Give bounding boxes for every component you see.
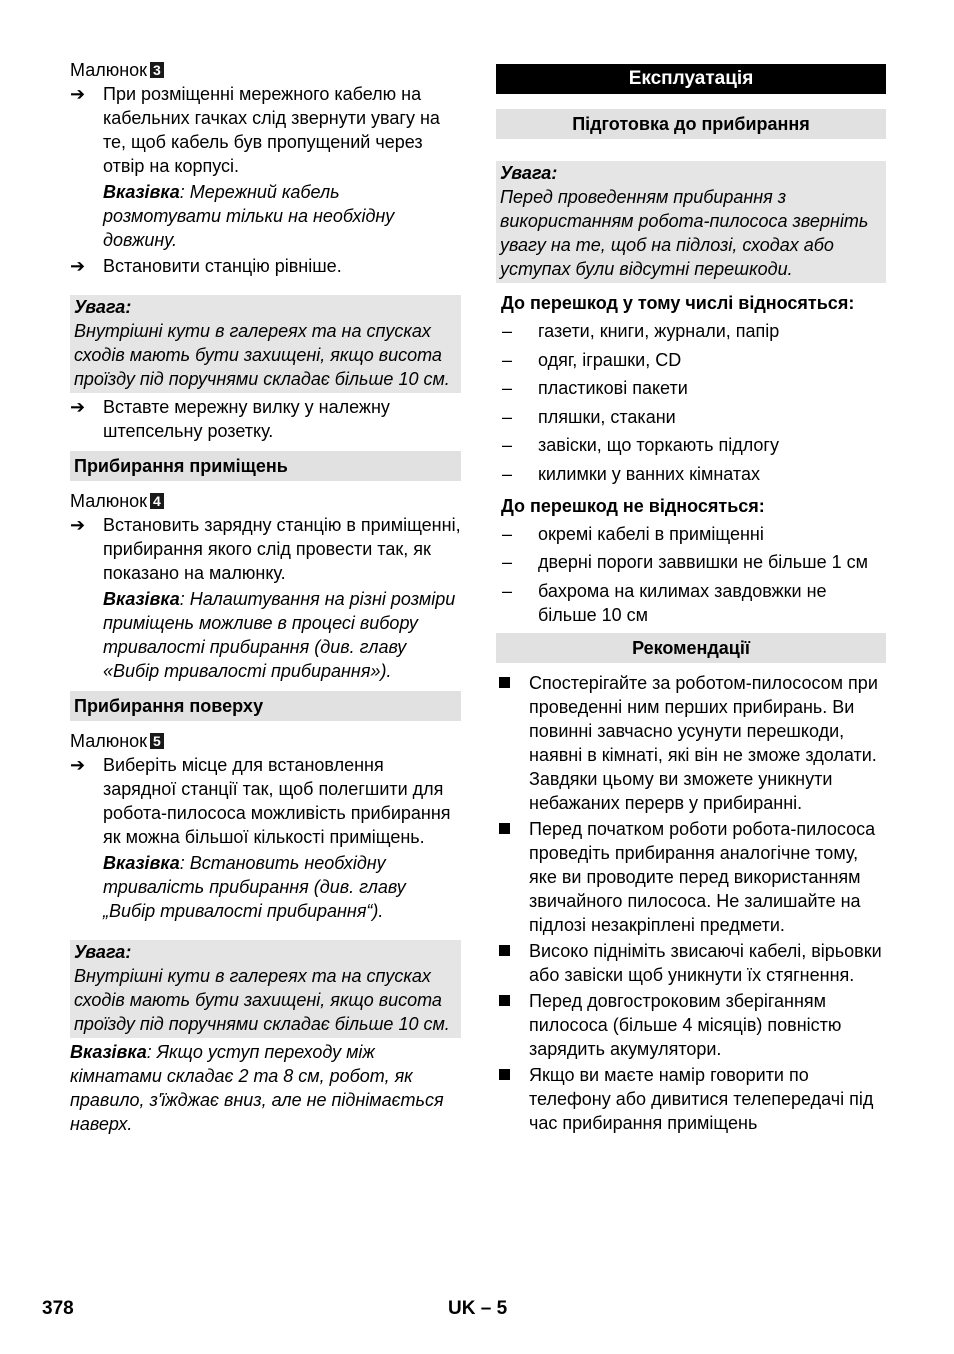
note: Вказівка: Встановить необхідну тривалість прибирання (див. главу „Вибір тривалості прибирання“). — [103, 853, 406, 921]
arrow-right-icon: ➔ — [70, 397, 86, 417]
note: Вказівка: Налаштування на різні розміри приміщень можливе в процесі вибору тривалості прибирання (див. главу «Вибір тривалості прибирання»). — [103, 589, 456, 681]
list-item-text: килимки у ванних кімнатах — [538, 463, 760, 484]
note: Вказівка: Мережний кабель розмотувати тільки на необхідну довжину. — [103, 182, 395, 250]
dash-bullet: – — [502, 523, 513, 544]
section-heading: Рекомендації — [496, 633, 886, 663]
square-bullet-shape — [499, 995, 510, 1006]
list-heading: До перешкод не відносяться: — [501, 495, 765, 516]
left-column — [70, 58, 461, 1136]
list-item — [496, 550, 886, 574]
dash-bullet: – — [502, 580, 513, 601]
square-bullet-icon — [496, 989, 529, 1061]
section-heading: Прибирання приміщень — [70, 451, 461, 481]
list-item-text: бахрома на килимах завдовжки не більше 10 см — [538, 580, 827, 625]
section-heading: Підготовка до прибирання — [496, 109, 886, 139]
list-item — [496, 405, 886, 429]
instruction-step: ➔ Встановить зарядну станцію в приміщенні, прибирання якого слід провести так, як показано на малюнку. — [70, 515, 461, 583]
list-item — [496, 817, 886, 937]
list-item — [496, 989, 886, 1061]
warning-box: Увага: Внутрішні кути в галереях та на спусках сходів мають бути захищені, якщо висота проїзду під поручнями складає більше 10 см. — [70, 940, 461, 1038]
list-item-text: Перед початком роботи робота-пилососа проведіть прибирання аналогічне тому, яке ви проводите перед використанням звичайного пилососа. Не залишайте на підлозі незакріплені предмети. — [529, 818, 876, 935]
dash-bullet: – — [502, 435, 513, 455]
figure-number-4: 4 — [150, 493, 164, 509]
dash-bullet: – — [502, 463, 513, 484]
square-bullet-icon — [496, 817, 529, 937]
list-item — [496, 462, 886, 486]
list-item-text: газети, книги, журнали, папір — [538, 321, 780, 341]
square-bullet-shape — [499, 677, 510, 688]
list-item-text: окремі кабелі в приміщенні — [538, 523, 764, 544]
dash-bullet: – — [502, 406, 513, 427]
list-item — [496, 1063, 886, 1135]
instruction-step: ➔ Вставте мережну вилку у належну штепсельну розетку. — [70, 397, 390, 441]
list-item-text: Спостерігайте за роботом-пилососом при проведенні ним перших прибирань. Ви повинні завчасно усунути перешкоди, наявні в кімнаті, які він не зможе здолати. Завдяки цьому ви зможете уникнути небажаних перерв у прибиранні. — [529, 672, 878, 813]
list-item — [496, 319, 886, 343]
list-item — [496, 939, 886, 987]
section-heading: Прибирання поверху — [70, 691, 461, 721]
list-item-text: дверні пороги заввишки не більше 1 см — [538, 552, 869, 572]
list-heading: До перешкод у тому числі відносяться: — [501, 293, 855, 313]
list-item — [496, 579, 886, 627]
figure-number-5: 5 — [150, 733, 164, 749]
list-item-text: Високо підніміть звисаючі кабелі, вірьовки або завіски щоб уникнути їх стягнення. — [529, 940, 882, 985]
right-column — [496, 64, 886, 1135]
instruction-step: ➔ При розміщенні мережного кабелю на кабельних гачках слід звернути увагу на те, щоб кабель був пропущений через отвір на корпусі. — [70, 84, 440, 176]
page-number: 378 — [42, 1298, 74, 1319]
square-bullet-shape — [499, 945, 510, 956]
list-item — [496, 433, 886, 457]
square-bullet-shape — [499, 1069, 510, 1080]
list-item-text: завіски, що торкають підлогу — [538, 435, 779, 455]
obstacles-list — [496, 319, 886, 486]
list-item-text: одяг, іграшки, CD — [538, 349, 682, 370]
arrow-right-icon: ➔ — [70, 84, 86, 104]
list-item-text: Якщо ви маєте намір говорити по телефону або дивитися телепередачі під час прибирання приміщень — [529, 1064, 874, 1133]
warning-box: Увага: Перед проведенням прибирання з використанням робота-пилососа зверніть увагу на те, щоб на підлозі, сходах або уступах були відсутні перешкоди. — [496, 161, 886, 283]
square-bullet-shape — [499, 823, 510, 834]
figure-ref-5: Малюнок 5 — [70, 729, 461, 753]
instruction-step: ➔ Виберіть місце для встановлення зарядної станції так, щоб полегшити для робота-пилососа можливість прибирання як можна більшої кількості приміщень. — [70, 755, 451, 847]
instruction-step: ➔ Встановити станцію рівніше. — [70, 256, 342, 276]
dash-bullet: – — [502, 349, 513, 370]
list-item — [496, 348, 886, 372]
list-item — [496, 376, 886, 400]
list-item-text: Перед довгостроковим зберіганням пилососа (більше 4 місяців) повністю зарядить акумулятори. — [529, 990, 842, 1059]
figure-number-3: 3 — [150, 62, 164, 78]
dash-bullet: – — [502, 321, 513, 341]
list-item — [496, 671, 886, 815]
list-item-text: пластикові пакети — [538, 378, 688, 398]
warning-box: Увага: Внутрішні кути в галереях та на спусках сходів мають бути захищені, якщо висота проїзду під поручнями складає більше 10 см. — [70, 295, 461, 393]
figure-ref-4: Малюнок 4 — [70, 489, 461, 513]
dash-bullet: – — [502, 378, 513, 398]
square-bullet-icon — [496, 1063, 529, 1135]
recommendations-list — [496, 671, 886, 1135]
note: Вказівка: Якщо уступ переходу між кімнатами складає 2 та 8 см, робот, як правило, з'їжджає вниз, але не піднімається наверх. — [70, 1042, 444, 1134]
arrow-right-icon: ➔ — [70, 515, 86, 535]
square-bullet-icon — [496, 671, 529, 815]
non-obstacles-list — [496, 522, 886, 627]
figure-ref-3: Малюнок 3 — [70, 58, 461, 82]
arrow-right-icon: ➔ — [70, 755, 86, 775]
list-item — [496, 522, 886, 546]
list-item-text: пляшки, стакани — [538, 406, 676, 427]
language-page-label: UK – 5 — [448, 1298, 508, 1319]
chapter-heading: Експлуатація — [496, 64, 886, 94]
square-bullet-icon — [496, 939, 529, 987]
dash-bullet: – — [502, 552, 513, 572]
arrow-right-icon: ➔ — [70, 256, 86, 276]
